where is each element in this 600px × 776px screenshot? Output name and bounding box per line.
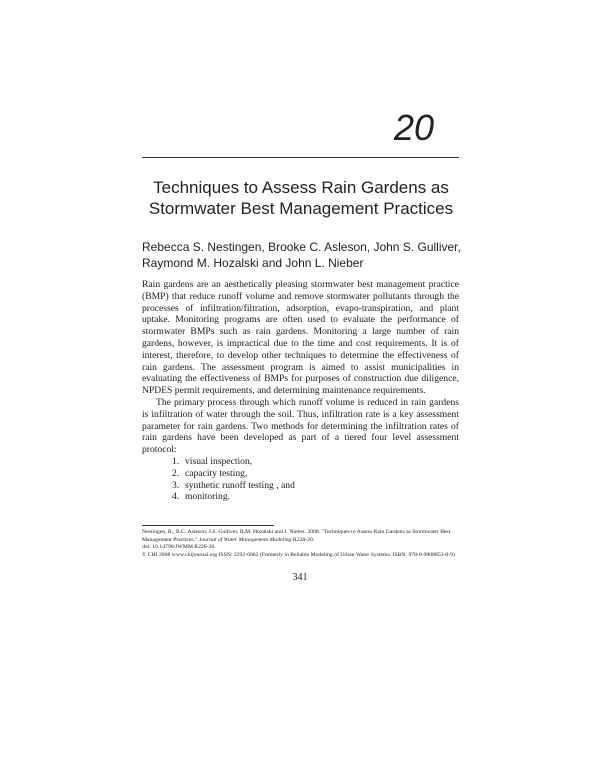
list-item-number: 1. xyxy=(172,455,180,467)
list-item-text: capacity testing, xyxy=(185,467,248,479)
list-item-number: 2. xyxy=(172,467,180,479)
footnote-copyright: © CHI 2008 www.chijournal.org ISSN: 2292-6062 (Formerly in Reliable Modeling of Urban Water Systems. ISBN: 978-0-9808853-0-9) xyxy=(142,552,455,559)
page-number: 341 xyxy=(292,572,308,583)
list-item xyxy=(172,480,459,492)
list-item-number: 3. xyxy=(172,479,180,491)
list-item-text: synthetic runoff testing , and xyxy=(185,479,295,491)
author-list xyxy=(142,239,472,271)
chapter-title xyxy=(118,177,484,219)
journal-name: Journal of Water Management Modeling xyxy=(198,536,292,543)
citation-text: Nestingen, R., B.C. Asleson, J.S. Gulliver, R.M. Hozalski and J. Nieber. 2008. "Techniques to Assess Rain Gardens as Stormwater Best Management Practices." xyxy=(142,529,451,543)
list-item-text: monitoring. xyxy=(185,491,231,503)
chapter-title-line-2: Stormwater Best Management Practices xyxy=(148,199,454,218)
chapter-divider xyxy=(142,157,459,158)
footnote-doi: doi: 10.14796/JWMM.R228-20. xyxy=(142,544,216,551)
list-item xyxy=(172,491,459,503)
footnote xyxy=(142,529,460,560)
author-list-line-2: Raymond M. Hozalski and John L. Nieber xyxy=(142,256,364,270)
citation-reference: R228-20. xyxy=(291,536,315,543)
list-item-text: visual inspection, xyxy=(185,455,253,467)
body-paragraph-1: Rain gardens are an aesthetically pleasing stormwater best management practice (BMP) that reduce runoff volume and remove stormwater pollutants through the processes of infiltration/filtration, adsorption, evapo-transpiration, and plant uptake. Monitoring programs are often used to evaluate the performance of stormwater BMPs such as rain gardens. Monitoring a large number of rain gardens, however, is impractical due to the time and cost requirements. It is of interest, therefore, to develop other techniques to determine the effectiveness of rain gardens. The assessment program is aimed to assist municipalities in evaluating the effectiveness of BMPs for purposes of construction due diligence, NPDES permit requirements, and determining maintenance requirements. xyxy=(142,279,459,397)
list-item-number: 4. xyxy=(172,491,180,503)
author-list-line-1: Rebecca S. Nestingen, Brooke C. Asleson, John S. Gulliver, xyxy=(142,240,461,254)
footnote-citation xyxy=(142,529,460,544)
chapter-title-line-1: Techniques to Assess Rain Gardens as xyxy=(153,178,449,197)
list-item xyxy=(172,468,459,480)
assessment-levels-list xyxy=(142,456,459,503)
chapter-number: 20 xyxy=(393,107,434,148)
body-paragraph-2: The primary process through which runoff volume is reduced in rain gardens is infiltration of water through the soil. Thus, infiltration rate is a key assessment parameter for rain gardens. Two methods for determining the infiltration rates of rain gardens have been developed as part of a tiered four level assessment protocol: xyxy=(142,396,459,456)
footnote-divider xyxy=(142,525,274,526)
list-item xyxy=(172,456,459,468)
body-text xyxy=(142,279,459,503)
